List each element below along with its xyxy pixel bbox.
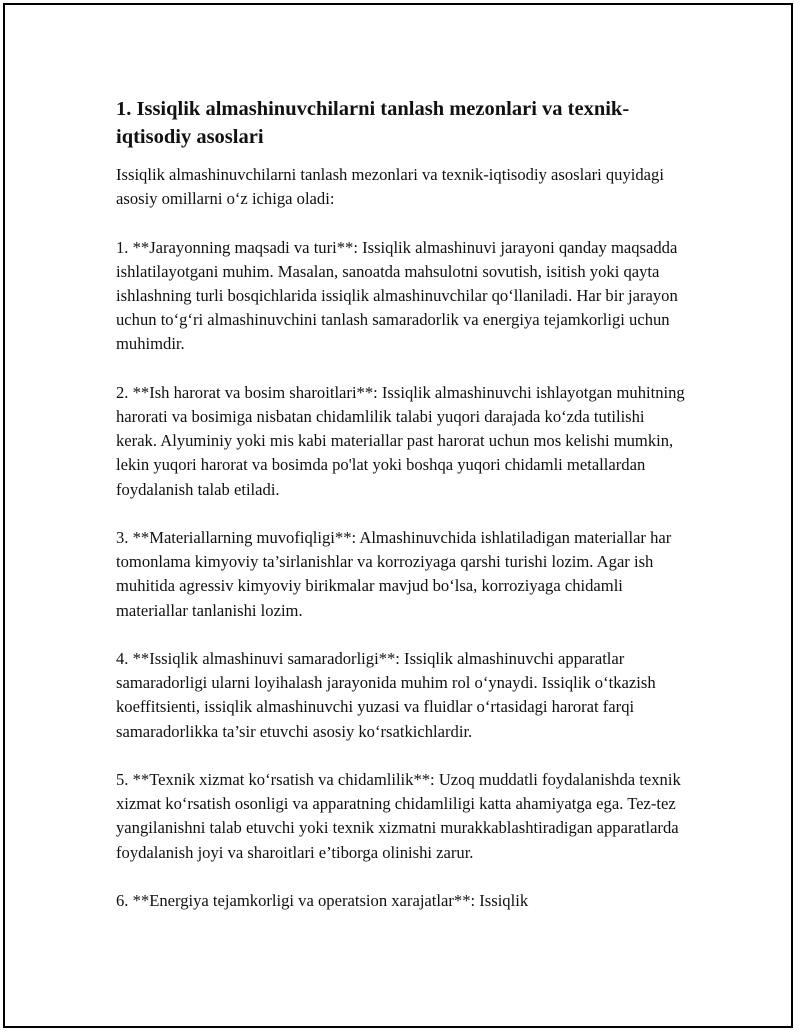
criterion-4-paragraph: 4. **Issiqlik almashinuvi samaradorligi**: Issiqlik almashinuvchi apparatlar samaradorligi ularni loyihalash jarayonida muhim rol o‘ynaydi. Issiqlik o‘tkazish koeffitsienti, issiqlik almashinuvchi yuzasi va fluidlar o‘rtasidagi harorat farqi samaradorlikka ta’sir etuvchi asosiy ko‘rsatkichlardir. <box>116 649 656 741</box>
criterion-6-paragraph: 6. **Energiya tejamkorligi va operatsion xarajatlar**: Issiqlik <box>116 891 529 910</box>
criterion-3-paragraph: 3. **Materiallarning muvofiqligi**: Almashinuvchida ishlatiladigan materiallar har tomonlama kimyoviy ta’sirlanishlar va korroziyaga qarshi turishi lozim. Agar ish muhitida agressiv kimyoviy birikmalar mavjud bo‘lsa, korroziyaga chidamli materiallar tanlanishi lozim. <box>116 528 672 620</box>
intro-paragraph: Issiqlik almashinuvchilarni tanlash mezonlari va texnik-iqtisodiy asoslari quyidagi asosiy omillarni o‘z ichiga oladi: <box>116 165 664 209</box>
criterion-2-paragraph: 2. **Ish harorat va bosim sharoitlari**: Issiqlik almashinuvchi ishlayotgan muhitning harorati va bosimiga nisbatan chidamlilik talabi yuqori darajada ko‘zda tutilishi kerak. Alyuminiy yoki mis kabi materiallar past harorat uchun mos kelishi mumkin, lekin yuqori harorat va bosimda po'lat yoki boshqa yuqori chidamli metallardan foydalanish talab etiladi. <box>116 382 685 499</box>
section-heading: 1. Issiqlik almashinuvchilarni tanlash mezonlari va texnik-iqtisodiy asoslari <box>116 98 630 148</box>
document-body <box>116 95 686 913</box>
criterion-1-paragraph: 1. **Jarayonning maqsadi va turi**: Issiqlik almashinuvi jarayoni qanday maqsadda ishlatilayotgani muhim. Masalan, sanoatda mahsulotni sovutish, isitish yoki qayta ishlashning turli bosqichlarida issiqlik almashinuvchilar qo‘llaniladi. Har bir jarayon uchun to‘g‘ri almashinuvchini tanlash samaradorlik va energiya tejamkorligi uchun muhimdir. <box>116 237 678 354</box>
criterion-5-paragraph: 5. **Texnik xizmat ko‘rsatish va chidamlilik**: Uzoq muddatli foydalanishda texnik xizmat ko‘rsatish osonligi va apparatning chidamliligi katta ahamiyatga ega. Tez-tez yangilanishni talab etuvchi yoki texnik xizmatni murakkablashtiradigan apparatlarda foydalanish joyi va sharoitlari e’tiborga olinishi zarur. <box>116 770 681 862</box>
